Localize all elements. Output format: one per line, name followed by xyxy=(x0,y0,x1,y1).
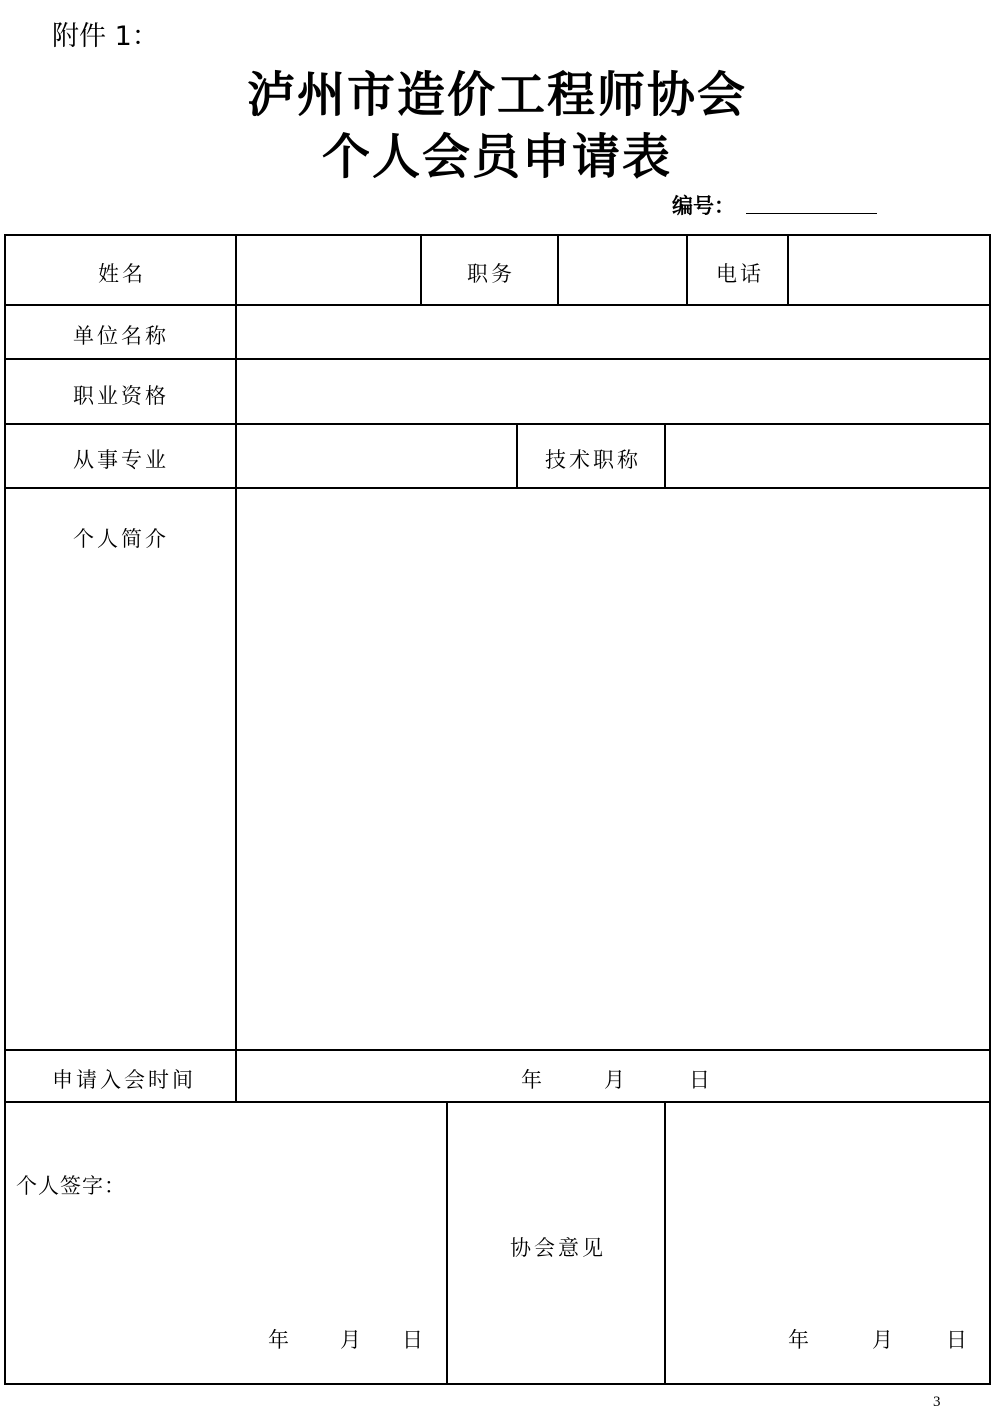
tech-title-label: 技术职称 xyxy=(545,448,641,472)
attachment-label: 附件 1： xyxy=(52,21,159,52)
opinion-date-year: 年 xyxy=(788,1328,812,1352)
name-input-cell[interactable] xyxy=(237,236,420,304)
opinion-area[interactable] xyxy=(666,1103,989,1303)
unit-input-cell[interactable] xyxy=(237,306,989,358)
signature-date-day: 日 xyxy=(402,1328,426,1352)
cell-divider xyxy=(446,1101,448,1385)
page-number: 3 xyxy=(933,1394,941,1410)
table-border-bottom xyxy=(4,1383,991,1385)
signature-area[interactable] xyxy=(6,1200,446,1310)
tech-title-input-cell[interactable] xyxy=(666,425,989,487)
form-title-org: 泸州市造价工程师协会 xyxy=(246,67,747,123)
specialty-label: 从事专业 xyxy=(73,448,169,472)
signature-date-year: 年 xyxy=(268,1328,292,1352)
opinion-date-month: 月 xyxy=(872,1328,896,1352)
name-label: 姓名 xyxy=(98,262,146,286)
unit-label: 单位名称 xyxy=(73,324,169,348)
cell-divider xyxy=(420,234,422,306)
join-date-day: 日 xyxy=(689,1068,713,1092)
signature-date-month: 月 xyxy=(340,1328,364,1352)
profile-input-cell[interactable] xyxy=(237,489,989,1049)
table-border-right xyxy=(989,234,991,1385)
association-opinion-label: 协会意见 xyxy=(510,1236,606,1260)
position-label: 职务 xyxy=(467,262,515,286)
join-date-month: 月 xyxy=(604,1068,628,1092)
specialty-input-cell[interactable] xyxy=(237,425,516,487)
form-title: 个人会员申请表 xyxy=(321,129,672,185)
position-input-cell[interactable] xyxy=(559,236,686,304)
serial-number-field[interactable] xyxy=(746,213,877,214)
profile-label: 个人简介 xyxy=(73,527,169,551)
serial-number-label: 编号： xyxy=(672,194,735,218)
row-divider xyxy=(4,1049,991,1051)
phone-input-cell[interactable] xyxy=(789,236,989,304)
signature-label: 个人签字： xyxy=(16,1174,126,1198)
opinion-date-day: 日 xyxy=(946,1328,970,1352)
join-date-year: 年 xyxy=(521,1068,545,1092)
phone-label: 电话 xyxy=(716,262,764,286)
cell-divider xyxy=(686,234,688,306)
cell-divider xyxy=(516,423,518,489)
qualification-label: 职业资格 xyxy=(73,384,169,408)
join-date-label: 申请入会时间 xyxy=(52,1068,196,1092)
qualification-input-cell[interactable] xyxy=(237,360,989,423)
